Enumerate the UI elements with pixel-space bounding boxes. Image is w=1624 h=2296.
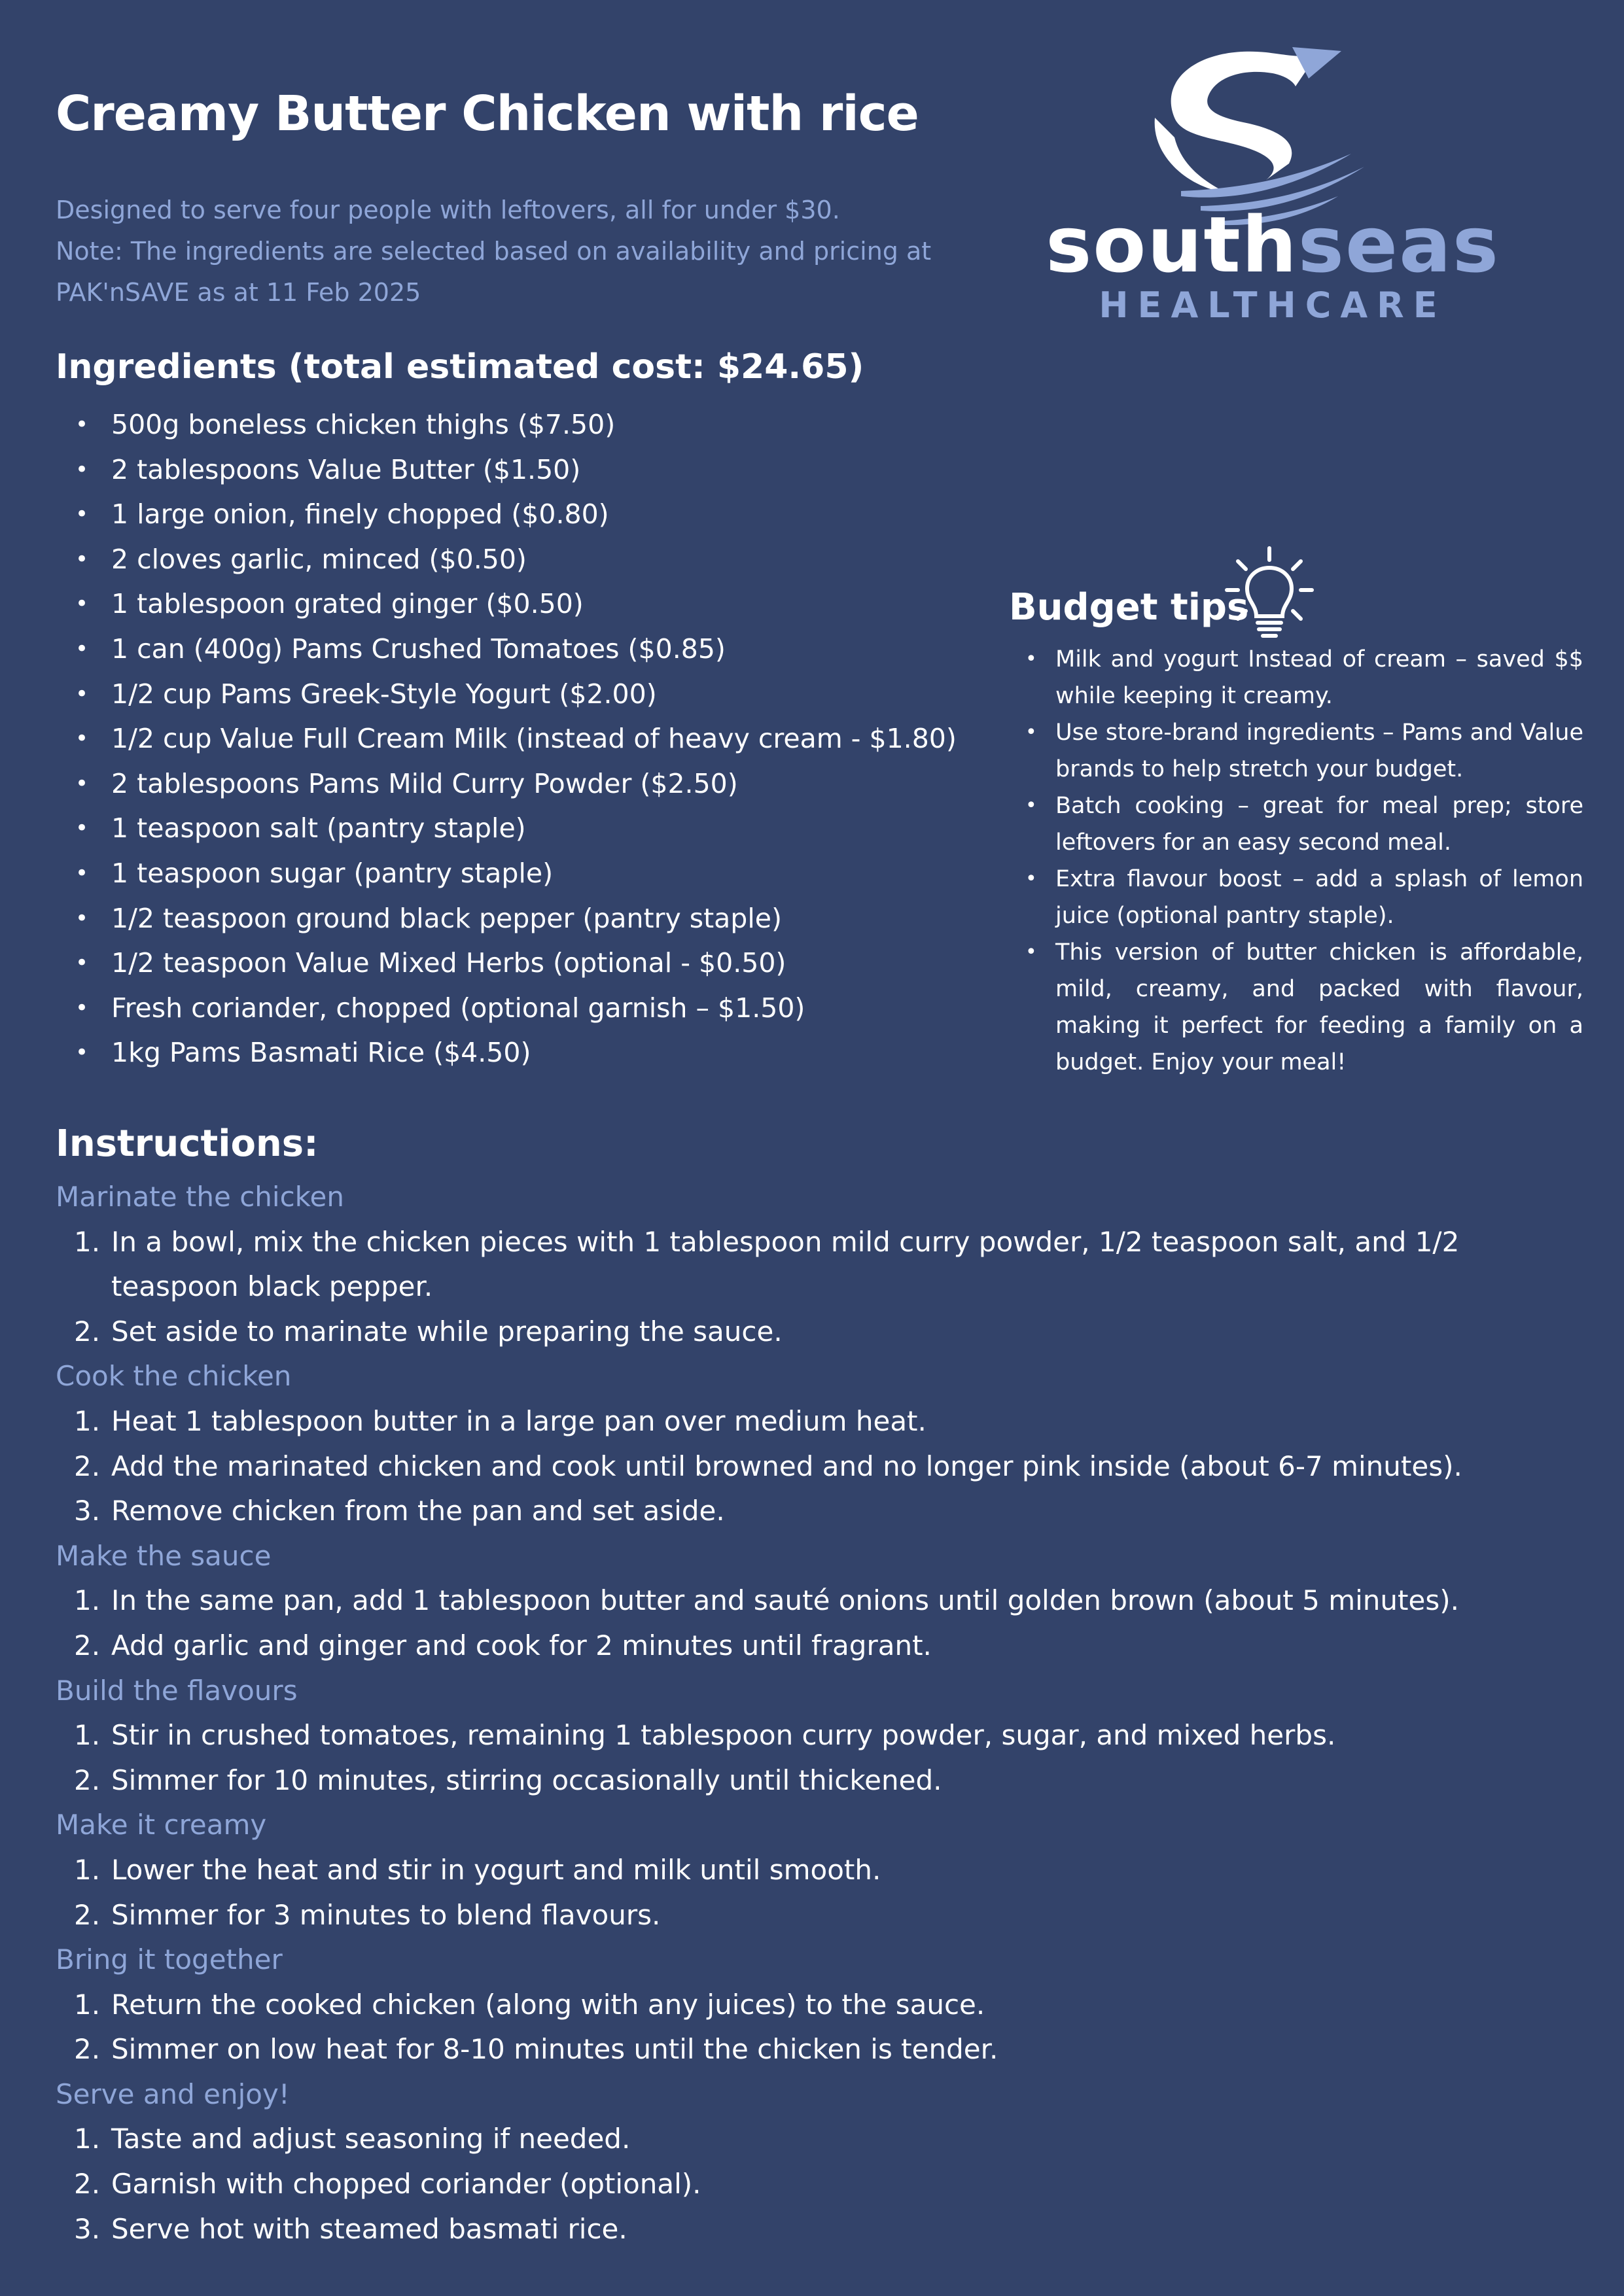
- instruction-section: [56, 1354, 1574, 1533]
- instruction-section-title: Marinate the chicken: [56, 1181, 344, 1213]
- ingredient-text: 1/2 cup Value Full Cream Milk (instead of heavy cream - $1.80): [111, 723, 957, 755]
- step-text: Taste and adjust seasoning if needed.: [111, 2123, 631, 2155]
- instruction-section-title: Cook the chicken: [56, 1360, 292, 1393]
- ingredient-item: [56, 447, 1004, 493]
- lightbulb-icon: [1224, 543, 1315, 641]
- budget-tip-text: Batch cooking – great for meal prep; store leftovers for an easy second meal.: [1055, 793, 1583, 856]
- ingredients-list: [56, 402, 1004, 1075]
- logo-tagline: HEALTHCARE: [1099, 285, 1447, 326]
- ingredient-text: 2 cloves garlic, minced ($0.50): [111, 543, 527, 575]
- intro-line: Designed to serve four people with leftovers, all for under $30.: [56, 196, 840, 224]
- step-text: In a bowl, mix the chicken pieces with 1 tablespoon mild curry powder, 1/2 teaspoon salt, and 1/2 teaspoon black pepper.: [111, 1225, 1460, 1303]
- instruction-step: [56, 1310, 1574, 1355]
- bullet-icon: •: [75, 591, 89, 617]
- instruction-section: [56, 1175, 1574, 1354]
- step-number: 1.: [74, 1988, 101, 2021]
- bullet-icon: •: [75, 905, 89, 931]
- logo-word-seas: seas: [1297, 200, 1500, 290]
- step-text: Garnish with chopped coriander (optional).: [111, 2168, 701, 2200]
- instruction-step: [56, 1758, 1574, 1803]
- budget-tip-item: [1011, 641, 1583, 714]
- ingredient-text: 1 teaspoon sugar (pantry staple): [111, 857, 554, 889]
- instruction-step: [56, 2027, 1574, 2072]
- ingredient-item: [56, 716, 1004, 761]
- bullet-icon: •: [1025, 941, 1037, 964]
- ingredient-item: [56, 761, 1004, 807]
- bullet-icon: •: [75, 456, 89, 483]
- step-number: 1.: [74, 1719, 101, 1752]
- step-number: 2.: [74, 2168, 101, 2200]
- step-number: 1.: [74, 1404, 101, 1437]
- bullet-icon: •: [75, 680, 89, 707]
- instruction-steps: [56, 1983, 1574, 2072]
- ingredient-item: [56, 402, 1004, 447]
- budget-tip-item: [1011, 714, 1583, 788]
- instruction-step: [56, 1578, 1574, 1624]
- instruction-step: [56, 1220, 1574, 1310]
- step-text: Add the marinated chicken and cook until browned and no longer pink inside (about 6-7 minutes).: [111, 1450, 1462, 1482]
- ingredient-text: 1/2 cup Pams Greek-Style Yogurt ($2.00): [111, 678, 657, 710]
- step-text: Lower the heat and stir in yogurt and milk until smooth.: [111, 1853, 881, 1886]
- budget-tip-item: [1011, 788, 1583, 861]
- step-number: 2.: [74, 1898, 101, 1931]
- instruction-step: [56, 1399, 1574, 1444]
- instruction-step: [56, 2162, 1574, 2207]
- intro-text: [56, 190, 972, 313]
- ingredient-text: 1/2 teaspoon ground black pepper (pantry staple): [111, 902, 782, 934]
- instruction-steps: [56, 1848, 1574, 1938]
- ingredient-item: [56, 941, 1004, 986]
- instruction-section-title: Serve and enjoy!: [56, 2078, 290, 2110]
- bullet-icon: •: [75, 725, 89, 752]
- intro-line: PAK'nSAVE as at 11 Feb 2025: [56, 278, 421, 307]
- budget-tip-item: [1011, 861, 1583, 934]
- step-number: 3.: [74, 1495, 101, 1527]
- bullet-icon: •: [75, 770, 89, 797]
- step-number: 2.: [74, 1315, 101, 1348]
- ingredients-total-cost: (total estimated cost: $24.65): [276, 347, 864, 387]
- instruction-section: [56, 1803, 1574, 1938]
- step-text: Add garlic and ginger and cook for 2 minutes until fragrant.: [111, 1629, 932, 1661]
- bullet-icon: •: [75, 546, 89, 572]
- step-number: 2.: [74, 1764, 101, 1796]
- instruction-step: [56, 1983, 1574, 2028]
- ingredient-item: [56, 806, 1004, 851]
- instruction-steps: [56, 1399, 1574, 1534]
- ingredient-text: 2 tablespoons Value Butter ($1.50): [111, 453, 581, 485]
- instructions-sections: [56, 1175, 1574, 2252]
- instruction-section: [56, 1938, 1574, 2072]
- ingredient-item: [56, 672, 1004, 717]
- instructions-heading: Instructions:: [56, 1122, 319, 1165]
- budget-tip-item: [1011, 934, 1583, 1081]
- step-text: Stir in crushed tomatoes, remaining 1 tablespoon curry powder, sugar, and mixed herbs.: [111, 1719, 1336, 1752]
- svg-text:southseas: [1046, 200, 1500, 290]
- budget-tips-list: [1011, 641, 1583, 1081]
- ingredient-item: [56, 537, 1004, 582]
- ingredient-item: [56, 1030, 1004, 1075]
- bullet-icon: •: [75, 994, 89, 1021]
- bullet-icon: •: [1025, 794, 1037, 817]
- step-number: 1.: [74, 2123, 101, 2155]
- ingredient-text: 500g boneless chicken thighs ($7.50): [111, 409, 616, 440]
- bullet-icon: •: [75, 501, 89, 528]
- step-text: Serve hot with steamed basmati rice.: [111, 2212, 627, 2245]
- instruction-step: [56, 2207, 1574, 2252]
- bullet-icon: •: [75, 635, 89, 662]
- instruction-step: [56, 1624, 1574, 1669]
- ingredient-text: Fresh coriander, chopped (optional garnish – $1.50): [111, 992, 805, 1024]
- ingredient-text: 1/2 teaspoon Value Mixed Herbs (optional - $0.50): [111, 947, 786, 979]
- ingredient-text: 1kg Pams Basmati Rice ($4.50): [111, 1037, 531, 1069]
- step-number: 2.: [74, 2033, 101, 2066]
- budget-tip-text: Extra flavour boost – add a splash of lemon juice (optional pantry staple).: [1055, 866, 1583, 929]
- instruction-step: [56, 1893, 1574, 1938]
- budget-tip-text: This version of butter chicken is affordable, mild, creamy, and packed with flavour, making it perfect for feeding a family on a budget. Enjoy your meal!: [1055, 939, 1583, 1075]
- ingredient-item: [56, 492, 1004, 537]
- step-text: Heat 1 tablespoon butter in a large pan over medium heat.: [111, 1404, 927, 1437]
- step-number: 1.: [74, 1853, 101, 1886]
- ingredients-heading-label: Ingredients: [56, 347, 277, 387]
- bullet-icon: •: [75, 950, 89, 977]
- budget-tips-heading: Budget tips: [1009, 586, 1249, 629]
- step-number: 1.: [74, 1225, 101, 1258]
- instruction-step: [56, 2117, 1574, 2162]
- instruction-section: [56, 2072, 1574, 2252]
- ingredient-item: [56, 851, 1004, 896]
- ingredient-text: 2 tablespoons Pams Mild Curry Powder ($2.50): [111, 767, 738, 799]
- southseas-logo: [985, 39, 1561, 327]
- step-text: Simmer on low heat for 8-10 minutes until the chicken is tender.: [111, 2033, 998, 2066]
- ingredient-text: 1 tablespoon grated ginger ($0.50): [111, 588, 584, 620]
- budget-tip-text: Milk and yogurt Instead of cream – saved $$ while keeping it creamy.: [1055, 646, 1583, 709]
- instruction-step: [56, 1713, 1574, 1758]
- instruction-steps: [56, 1220, 1574, 1355]
- bullet-icon: •: [75, 860, 89, 886]
- ingredients-heading: [56, 347, 864, 387]
- step-text: Return the cooked chicken (along with any juices) to the sauce.: [111, 1988, 985, 2021]
- step-number: 2.: [74, 1629, 101, 1661]
- instruction-step: [56, 1444, 1574, 1489]
- instruction-section-title: Build the flavours: [56, 1674, 298, 1707]
- step-text: In the same pan, add 1 tablespoon butter and sauté onions until golden brown (about 5 minutes).: [111, 1584, 1459, 1617]
- page-title: Creamy Butter Chicken with rice: [56, 86, 919, 142]
- instruction-steps: [56, 1578, 1574, 1668]
- instruction-step: [56, 1848, 1574, 1893]
- budget-tip-text: Use store-brand ingredients – Pams and Value brands to help stretch your budget.: [1055, 720, 1583, 782]
- step-number: 1.: [74, 1584, 101, 1617]
- instruction-section-title: Bring it together: [56, 1943, 283, 1976]
- step-text: Simmer for 10 minutes, stirring occasionally until thickened.: [111, 1764, 942, 1796]
- bullet-icon: •: [1025, 721, 1037, 744]
- step-number: 2.: [74, 1450, 101, 1482]
- bullet-icon: •: [75, 411, 89, 438]
- instruction-step: [56, 1489, 1574, 1534]
- step-number: 3.: [74, 2212, 101, 2245]
- ingredient-item: [56, 627, 1004, 672]
- ingredient-text: 1 can (400g) Pams Crushed Tomatoes ($0.85): [111, 633, 726, 665]
- bullet-icon: •: [75, 1039, 89, 1066]
- instruction-section-title: Make it creamy: [56, 1809, 267, 1841]
- logo-word-south: south: [1046, 200, 1298, 290]
- bullet-icon: •: [1025, 867, 1037, 890]
- bullet-icon: •: [75, 815, 89, 842]
- ingredient-item: [56, 986, 1004, 1031]
- ingredient-item: [56, 582, 1004, 627]
- instruction-section: [56, 1534, 1574, 1669]
- instruction-steps: [56, 2117, 1574, 2252]
- ingredient-text: 1 teaspoon salt (pantry staple): [111, 812, 526, 844]
- bullet-icon: •: [1025, 648, 1037, 670]
- ingredient-item: [56, 896, 1004, 941]
- logo-mark-icon: [1155, 47, 1364, 225]
- step-text: Simmer for 3 minutes to blend flavours.: [111, 1898, 661, 1931]
- ingredient-text: 1 large onion, finely chopped ($0.80): [111, 498, 609, 531]
- instruction-section-title: Make the sauce: [56, 1539, 272, 1572]
- instruction-steps: [56, 1713, 1574, 1803]
- instruction-section: [56, 1669, 1574, 1803]
- step-text: Remove chicken from the pan and set aside.: [111, 1495, 725, 1527]
- intro-line: Note: The ingredients are selected based on availability and pricing at: [56, 237, 932, 266]
- step-text: Set aside to marinate while preparing the sauce.: [111, 1315, 783, 1348]
